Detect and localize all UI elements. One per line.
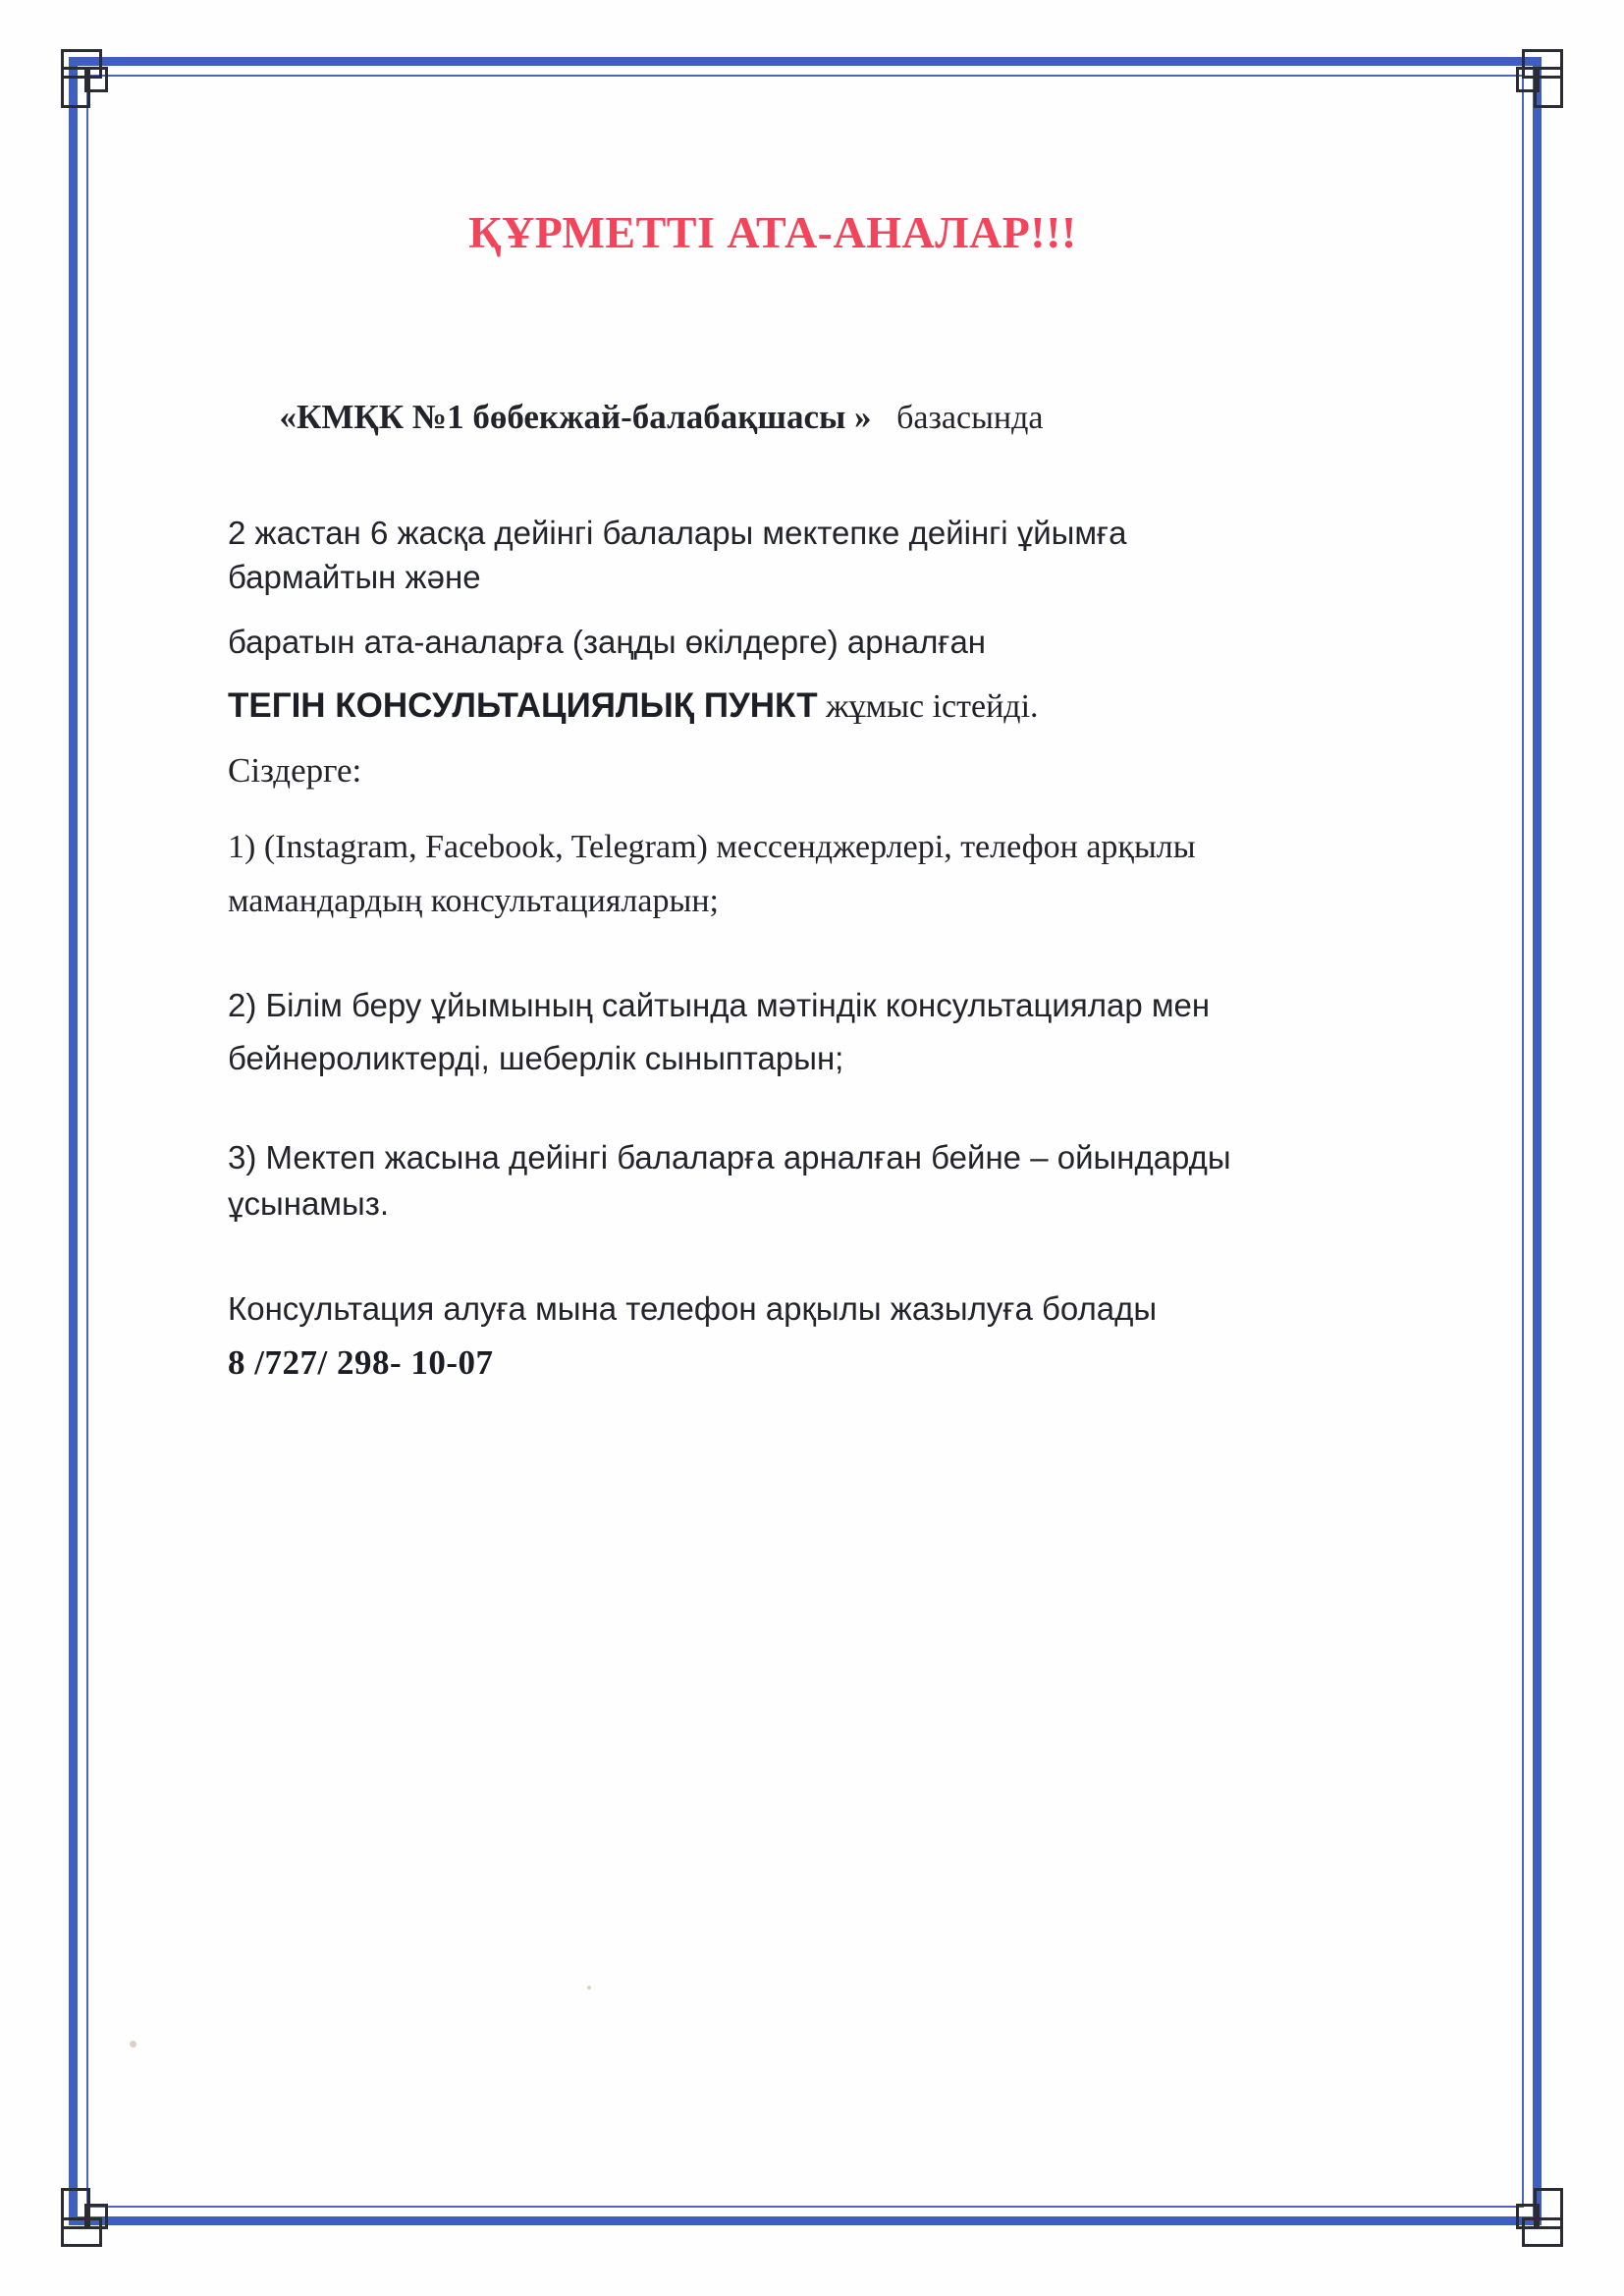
list-item [228, 1135, 1396, 1228]
intro-paragraph-2 [228, 621, 1396, 665]
free-point-tail: жұмыс істейді. [817, 688, 1039, 726]
intro-line-2: бармайтын және [228, 558, 481, 595]
scan-speck [587, 1986, 591, 1990]
free-point-strong: ТЕГІН КОНСУЛЬТАЦИЯЛЫҚ ПУНКТ [228, 686, 818, 726]
list-item [228, 979, 1396, 1084]
addressee-label: Сіздерге: [228, 751, 362, 791]
item-3-line-2: ұсынамыз. [228, 1185, 390, 1223]
item-3-line-1: 3) Мектеп жасына дейінгі балаларға арналған бейне – ойындарды [228, 1139, 1231, 1176]
item-1-line-1: 1) (Instagram, Facebook, Telegram) мессенджерлері, телефон арқылы [228, 829, 1196, 866]
organization-name: «КМҚК №1 бөбекжай-балабақшасы » [279, 397, 872, 436]
intro-line-3: баратын ата-аналарға (заңды өкілдерге) арналған [228, 624, 987, 661]
document-body [228, 206, 1396, 1383]
organization-tail: базасында [871, 399, 1044, 436]
item-2-line-1: 2) Білім беру ұйымының сайтында мәтіндік консультациялар мен [228, 987, 1211, 1024]
intro-paragraph [228, 512, 1396, 600]
organization-line [228, 349, 1396, 486]
item-1-line-2: мамандардың консультацияларын; [228, 883, 719, 920]
intro-line-1: 2 жастан 6 жасқа дейінгі балалары мектепке дейінгі ұйымға [228, 514, 1127, 551]
contact-phone-number: 8 /727/ 298- 10-07 [228, 1343, 494, 1383]
free-consultation-point [228, 686, 1396, 726]
closing-instruction: Консультация алуға мына телефон арқылы жазылуға болады [228, 1290, 1158, 1328]
scan-speck [130, 2041, 136, 2048]
item-2-line-2: бейнероликтерді, шеберлік сыныптарын; [228, 1039, 844, 1076]
list-item [228, 820, 1396, 928]
page-title: ҚҰРМЕТТІ АТА-АНАЛАР!!! [468, 207, 1077, 257]
